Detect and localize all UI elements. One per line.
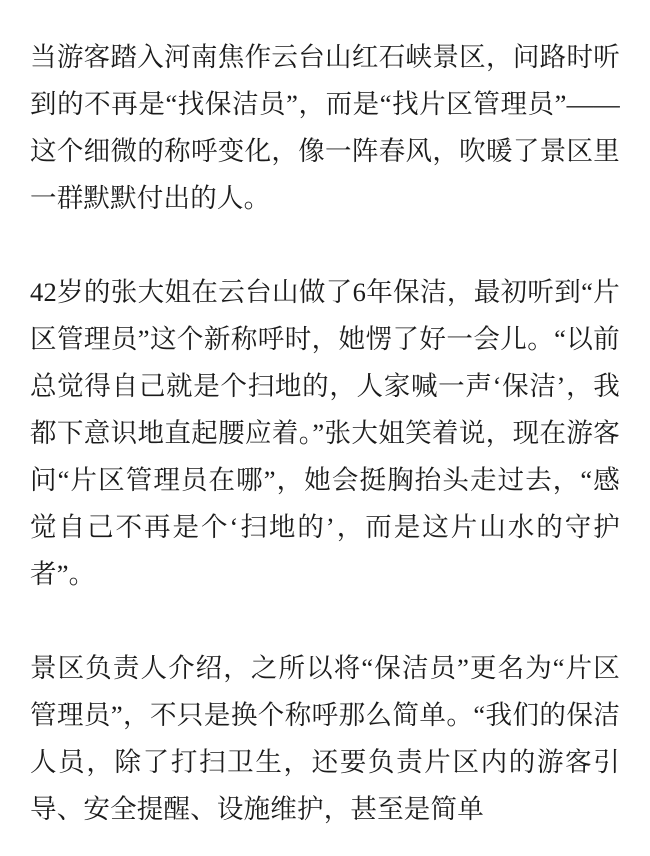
- paragraph: 当游客踏入河南焦作云台山红石峡景区，问路时听到的不再是“找保洁员”，而是“找片区管理员”——这个细微的称呼变化，像一阵春风，吹暖了景区里一群默默付出的人。: [30, 42, 620, 213]
- article-body: [30, 34, 620, 833]
- paragraph: 景区负责人介绍，之所以将“保洁员”更名为“片区管理员”，不只是换个称呼那么简单。“我们的保洁人员，除了打扫卫生，还要负责片区内的游客引导、安全提醒、设施维护，甚至是简单: [30, 653, 620, 824]
- paragraph: 42岁的张大姐在云台山做了6年保洁，最初听到“片区管理员”这个新称呼时，她愣了好一会儿。“以前总觉得自己就是个扫地的，人家喊一声‘保洁’，我都下意识地直起腰应着。”张大姐笑着说，现在游客问“片区管理员在哪”，她会挺胸抬头走过去，“感觉自己不再是个‘扫地的’，而是这片山水的守护者”。: [30, 277, 620, 589]
